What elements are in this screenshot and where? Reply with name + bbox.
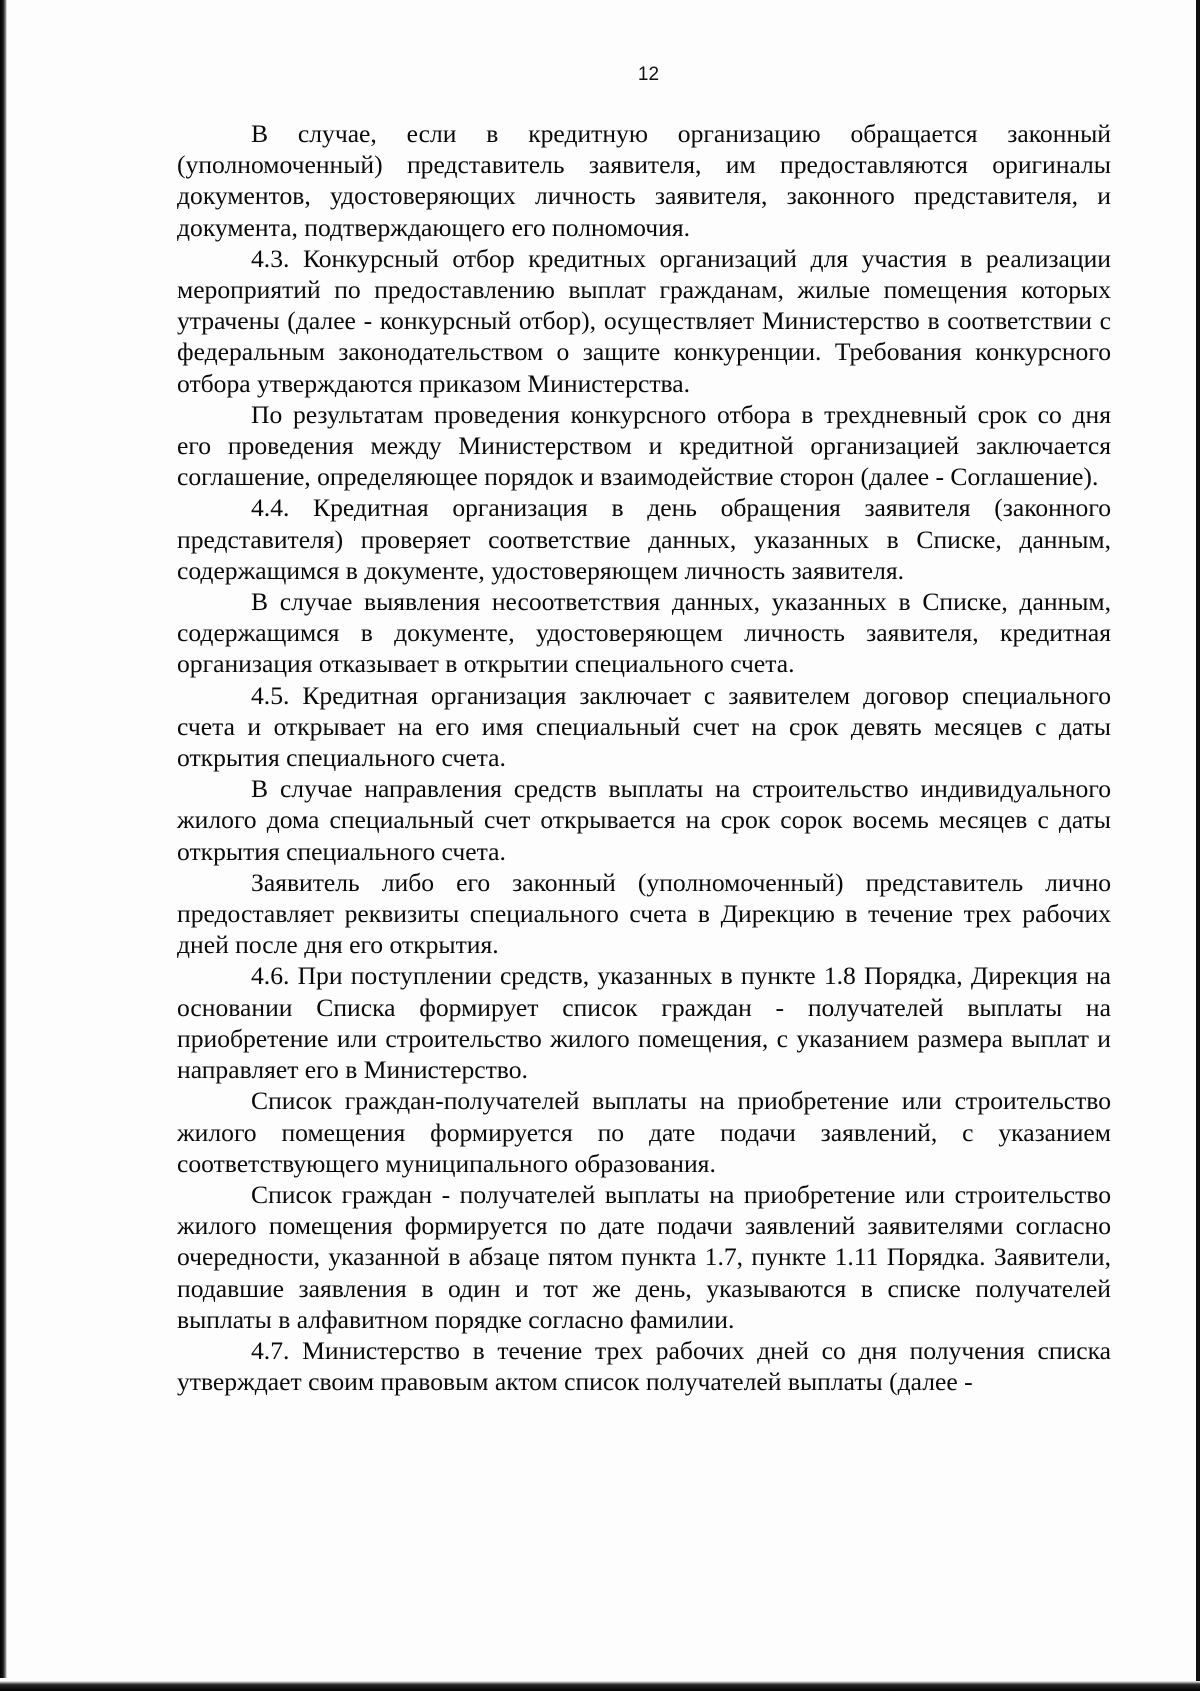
page-number: 12 xyxy=(637,64,660,85)
document-body xyxy=(177,118,1111,1397)
paragraph-4-7-ministry-approval: 4.7. Министерство в течение трех рабочих дней со дня получения списка утверждает своим правовым актом список получателей выплаты (далее - xyxy=(177,1335,1111,1397)
paragraph-list-order-alphabetical: Список граждан - получателей выплаты на приобретение или строительство жилого помещения формируется по дате подачи заявлений заявителями согласно очередности, указанной в абзаце пятом пункта 1.7, пункте 1.11 Порядка. Заявители, подавшие заявления в один и тот же день, указываются в списке получателей выплаты в алфавитном порядке согласно фамилии. xyxy=(177,1179,1111,1334)
paragraph-4-4-data-check: 4.4. Кредитная организация в день обращения заявителя (законного представителя) проверяет соответствие данных, указанных в Списке, данным, содержащимся в документе, удостоверяющем личность заявителя. xyxy=(177,493,1111,585)
scan-edge-right xyxy=(1196,0,1200,1691)
paragraph-data-mismatch-refusal: В случае выявления несоответствия данных, указанных в Списке, данным, содержащимся в документе, удостоверяющем личность заявителя, кредитная организация отказывает в открытии специального счета. xyxy=(177,587,1111,679)
scan-edge-bottom xyxy=(0,1681,1200,1691)
paragraph-4-6-recipient-list: 4.6. При поступлении средств, указанных в пункте 1.8 Порядка, Дирекция на основании Списка формирует список граждан - получателей выплаты на приобретение или строительство жилого помещения, с указанием размера выплат и направляет его в Министерство. xyxy=(177,961,1111,1085)
paragraph-account-details-submission: Заявитель либо его законный (уполномоченный) представитель лично предоставляет реквизиты специального счета в Дирекцию в течение трех рабочих дней после дня его открытия. xyxy=(177,867,1111,960)
paragraph-list-by-date: Список граждан-получателей выплаты на приобретение или строительство жилого помещения формируется по дате подачи заявлений, с указанием соответствующего муниципального образования. xyxy=(177,1086,1111,1178)
scan-edge-left xyxy=(0,0,7,1678)
paragraph-selection-agreement: По результатам проведения конкурсного отбора в трехдневный срок со дня его проведения между Министерством и кредитной организацией заключается соглашение, определяющее порядок и взаимодействие сторон (далее - Соглашение). xyxy=(177,399,1111,492)
paragraph-representative-documents: В случае, если в кредитную организацию обращается законный (уполномоченный) представитель заявителя, им предоставляются оригиналы документов, удостоверяющих личность заявителя, законного представителя, и документа, подтверждающего его полномочия. xyxy=(177,119,1111,242)
paragraph-4-3-competitive-selection: 4.3. Конкурсный отбор кредитных организаций для участия в реализации мероприятий по предоставлению выплат гражданам, жилые помещения которых утрачены (далее - конкурсный отбор), осуществляет Министерство в соответствии с федеральным законодательством о защите конкуренции. Требования конкурсного отбора утверждаются приказом Министерства. xyxy=(177,243,1111,398)
paragraph-construction-account-term: В случае направления средств выплаты на строительство индивидуального жилого дома специальный счет открывается на срок сорок восемь месяцев с даты открытия специального счета. xyxy=(177,774,1111,866)
paragraph-4-5-special-account: 4.5. Кредитная организация заключает с заявителем договор специального счета и открывает на его имя специальный счет на срок девять месяцев с даты открытия специального счета. xyxy=(177,680,1111,773)
